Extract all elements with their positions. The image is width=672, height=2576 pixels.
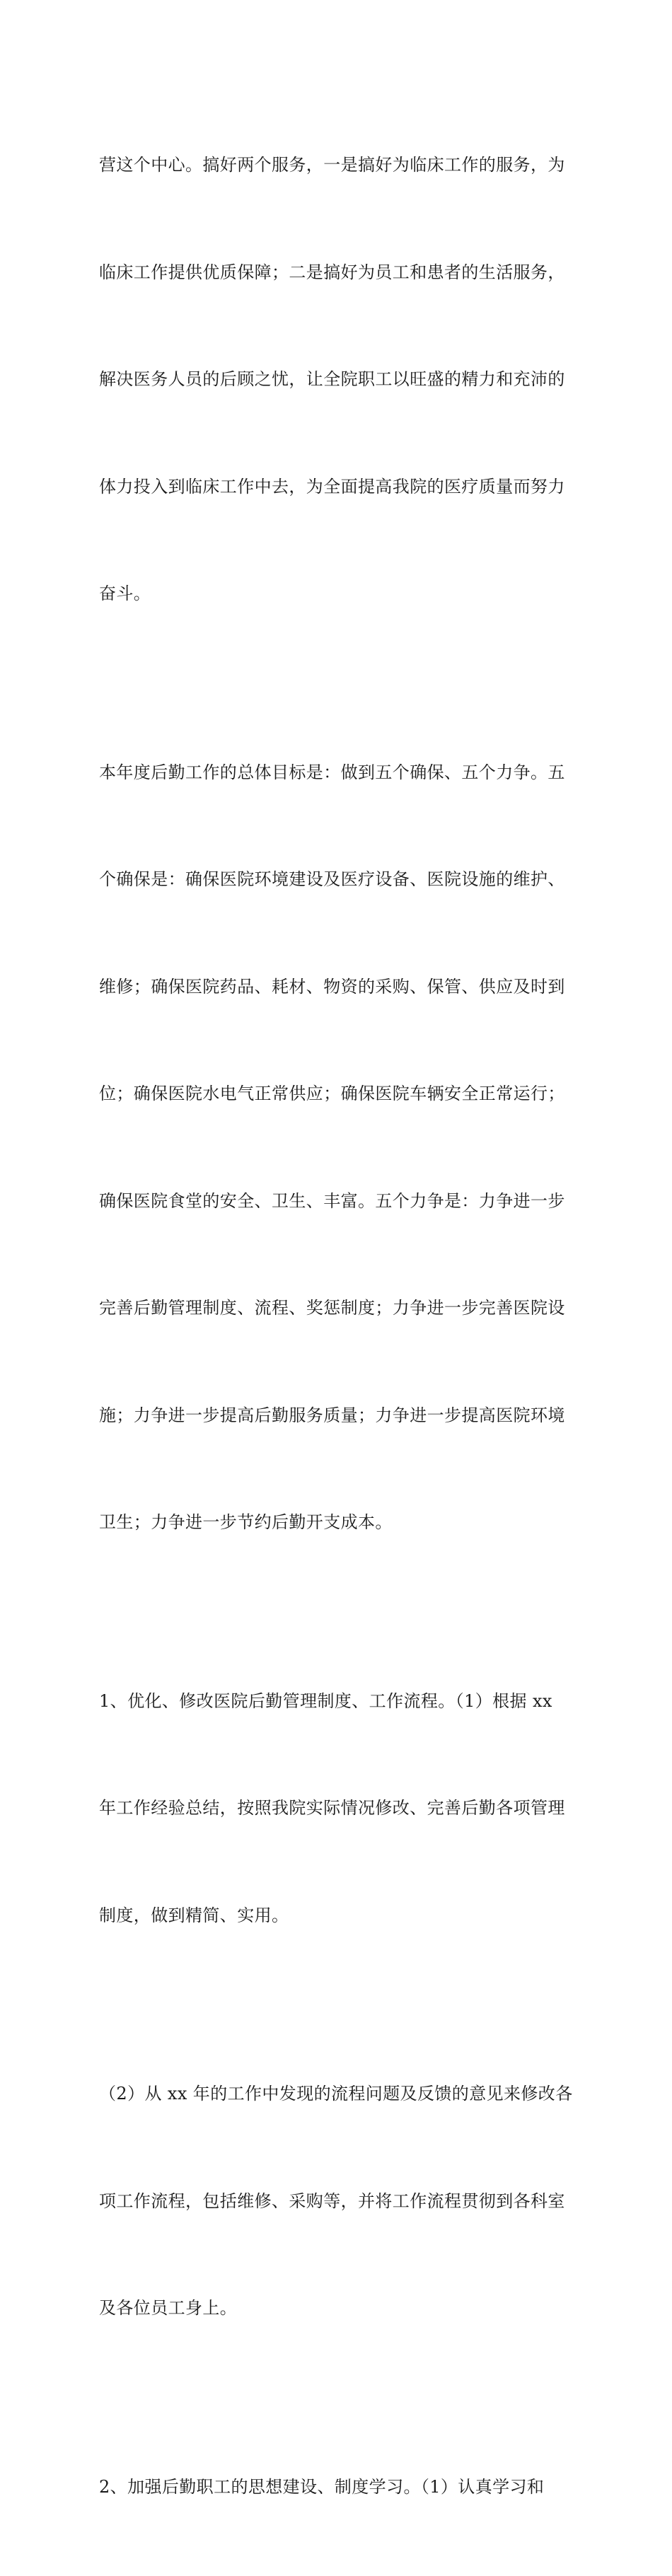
text-line: 位；确保医院水电气正常供应；确保医院车辆安全正常运行； <box>99 1076 580 1112</box>
document-body <box>99 76 580 2576</box>
paragraph-service-goals <box>99 76 580 683</box>
text-line: 解决医务人员的后顾之忧，让全院职工以旺盛的精力和充沛的 <box>99 361 580 398</box>
text-line: 营这个中心。搞好两个服务，一是搞好为临床工作的服务，为 <box>99 147 580 183</box>
text-line: 确保医院食堂的安全、卫生、丰富。五个力争是：力争进一步 <box>99 1183 580 1219</box>
text-line: 施；力争进一步提高后勤服务质量；力争进一步提高医院环境 <box>99 1398 580 1434</box>
document-page <box>0 0 672 869</box>
text-line: 本年度后勤工作的总体目标是：做到五个确保、五个力争。五 <box>99 755 580 791</box>
paragraph-item-2 <box>99 2398 580 2576</box>
text-line: 个确保是：确保医院环境建设及医疗设备、医院设施的维护、 <box>99 861 580 898</box>
paragraph-item-1-2 <box>99 2004 580 2398</box>
text-line: 项工作流程，包括维修、采购等，并将工作流程贯彻到各科室 <box>99 2183 580 2220</box>
text-line: 临床工作提供优质保障；二是搞好为员工和患者的生活服务， <box>99 255 580 291</box>
text-line: 卫生；力争进一步节约后勤开支成本。 <box>99 1504 580 1541</box>
paragraph-item-1 <box>99 1612 580 2005</box>
text-line: 及各位员工身上。 <box>99 2290 580 2326</box>
text-line: 奋斗。 <box>99 576 580 612</box>
text-line: 年工作经验总结，按照我院实际情况修改、完善后勤各项管理 <box>99 1790 580 1826</box>
text-line: （2）从 xx 年的工作中发现的流程问题及反馈的意见来修改各 <box>99 2076 580 2112</box>
paragraph-annual-targets <box>99 683 580 1612</box>
text-line: 制度，做到精简、实用。 <box>99 1898 580 1934</box>
text-line: 维修；确保医院药品、耗材、物资的采购、保管、供应及时到 <box>99 969 580 1005</box>
text-line: 完善后勤管理制度、流程、奖惩制度；力争进一步完善医院设 <box>99 1290 580 1326</box>
text-line: 2、加强后勤职工的思想建设、制度学习。（1）认真学习和 <box>99 2469 580 2505</box>
text-line: 1、优化、修改医院后勤管理制度、工作流程。（1）根据 xx <box>99 1683 580 1719</box>
text-line: 体力投入到临床工作中去，为全面提高我院的医疗质量而努力 <box>99 469 580 505</box>
